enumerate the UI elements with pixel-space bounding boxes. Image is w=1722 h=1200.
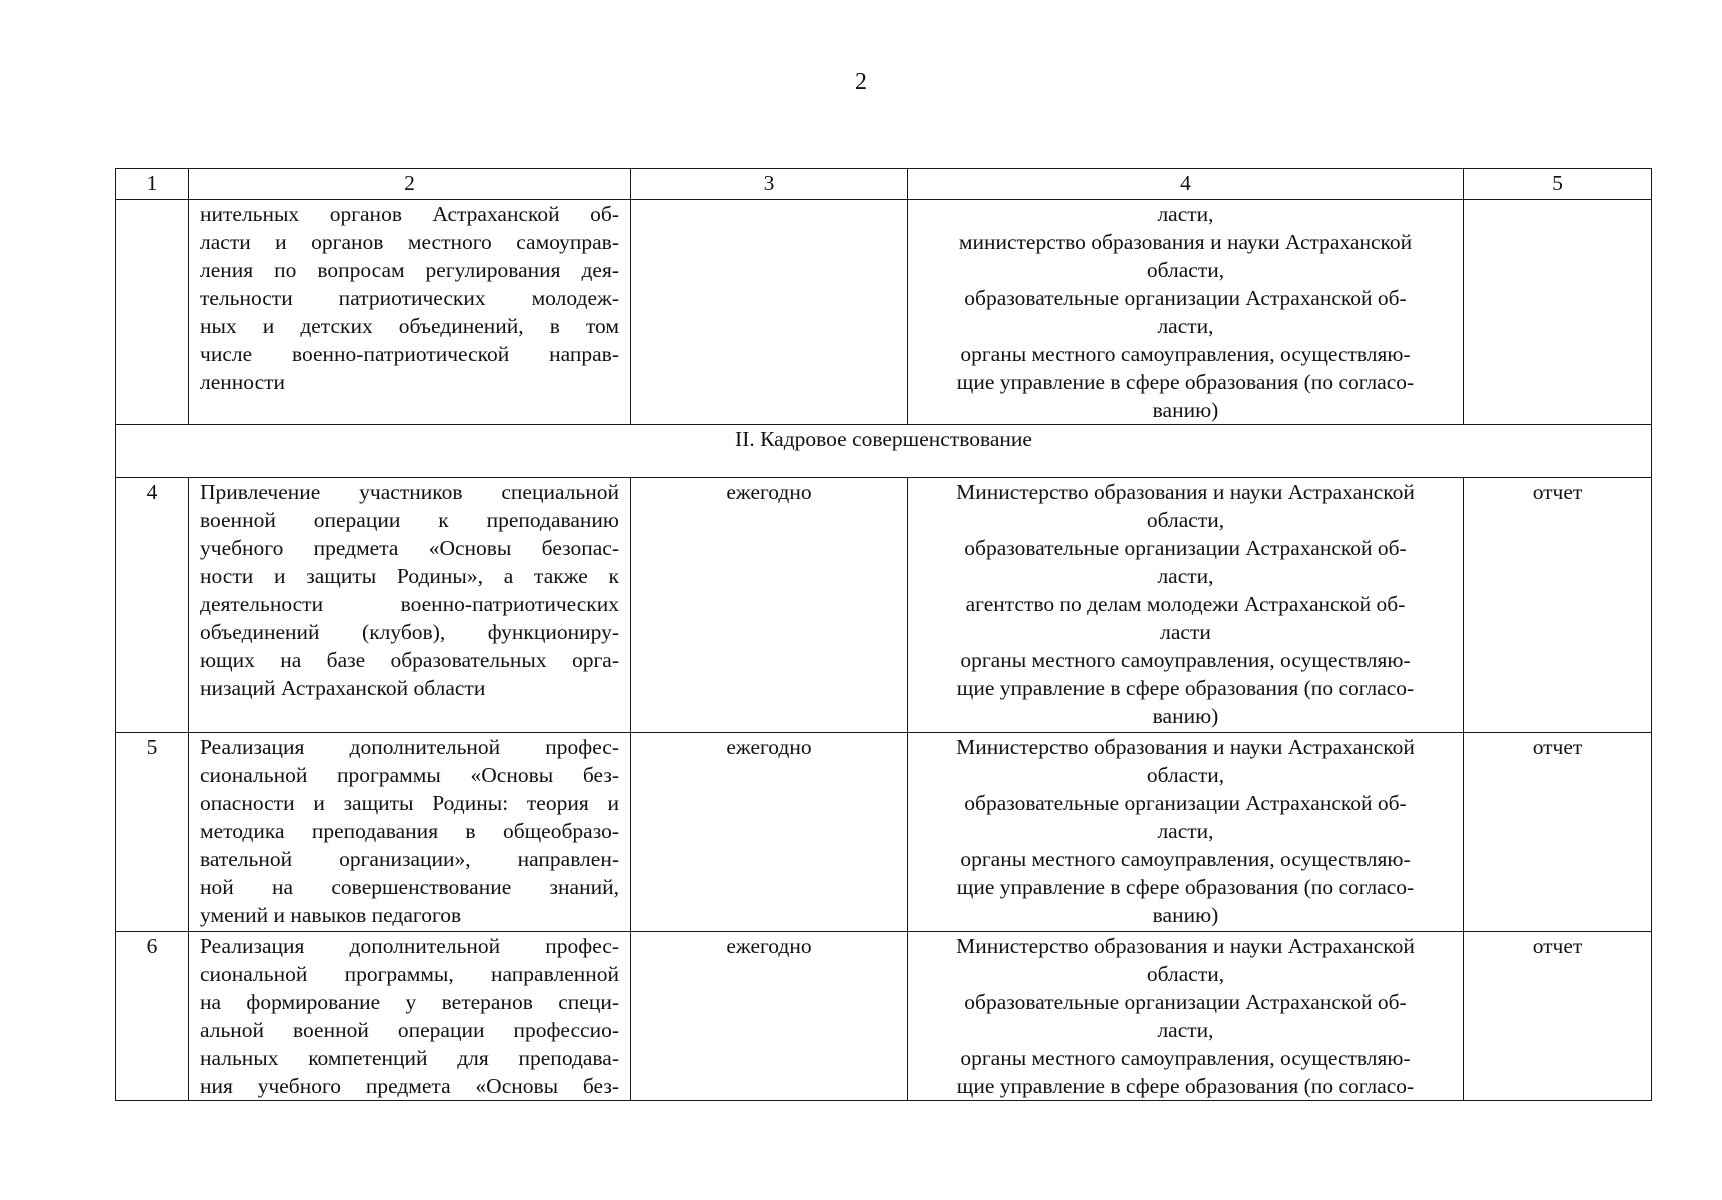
executors-cell: [908, 932, 1464, 1101]
activity-line: ющих на базе образовательных орга-: [200, 648, 619, 672]
activity-line: низаций Астраханской области: [200, 676, 486, 700]
executors-cell: [908, 200, 1464, 425]
executors-line: щие управление в сфере образования (по согласо-: [956, 370, 1415, 394]
executors-line: ласти,: [1157, 819, 1214, 843]
executors-line: щие управление в сфере образования (по согласо-: [956, 676, 1415, 700]
executors-line: ласти,: [1157, 202, 1214, 226]
executors-line: области,: [1146, 258, 1225, 282]
activity-line: числе военно-патриотической направ-: [200, 342, 619, 366]
header-cell-2: 2: [189, 169, 631, 200]
activity-line: вательной организации», направлен-: [200, 847, 619, 871]
activity-line: Реализация дополнительной профес-: [200, 735, 619, 759]
executors-line: ванию): [1152, 903, 1219, 927]
executors-line: образовательные организации Астраханской об-: [964, 990, 1407, 1014]
executors-line: Министерство образования и науки Астраханской: [956, 480, 1415, 504]
activity-line: объединений (клубов), функциониру-: [200, 620, 619, 644]
activity-cell: [189, 200, 631, 425]
executors-line: области,: [1146, 508, 1225, 532]
term-cell: [631, 200, 908, 425]
executors-cell: [908, 478, 1464, 733]
executors-line: органы местного самоуправления, осуществляю-: [960, 342, 1411, 366]
executors-line: ванию): [1152, 704, 1219, 728]
executors-line: органы местного самоуправления, осуществляю-: [960, 847, 1411, 871]
activity-line: ния учебного предмета «Основы без-: [200, 1074, 619, 1098]
activity-line: на формирование у ветеранов специ-: [200, 990, 619, 1014]
activity-line: методика преподавания в общеобразо-: [200, 819, 619, 843]
header-cell-5: 5: [1464, 169, 1652, 200]
executors-line: образовательные организации Астраханской об-: [964, 536, 1407, 560]
term-cell: ежегодно: [631, 932, 908, 1101]
term-cell: ежегодно: [631, 733, 908, 932]
executors-line: ласти,: [1157, 564, 1214, 588]
activity-cell: [189, 478, 631, 733]
executors-line: области,: [1146, 763, 1225, 787]
term-cell: ежегодно: [631, 478, 908, 733]
row-number: 6: [116, 932, 189, 1101]
activity-line: Реализация дополнительной профес-: [200, 934, 619, 958]
activity-line: военной операции к преподаванию: [200, 508, 619, 532]
header-cell-3: 3: [631, 169, 908, 200]
activity-line: нительных органов Астраханской об-: [200, 202, 619, 226]
section-title: II. Кадровое совершенствование: [116, 425, 1652, 478]
activity-line: альной военной операции профессио-: [200, 1018, 619, 1042]
table-row-continuation: [116, 200, 1652, 425]
executors-line: образовательные организации Астраханской об-: [964, 286, 1407, 310]
header-cell-1: 1: [116, 169, 189, 200]
row-number: 4: [116, 478, 189, 733]
activity-line: нальных компетенций для преподава-: [200, 1046, 619, 1070]
executors-line: ласти,: [1157, 314, 1214, 338]
activity-line: ных и детских объединений, в том: [200, 314, 619, 338]
executors-line: Министерство образования и науки Астраханской: [956, 735, 1415, 759]
executors-line: органы местного самоуправления, осуществляю-: [960, 648, 1411, 672]
activity-line: ления по вопросам регулирования дея-: [200, 258, 619, 282]
row-number: [116, 200, 189, 425]
result-cell: отчет: [1464, 478, 1652, 733]
table-row: [116, 478, 1652, 733]
activity-line: умений и навыков педагогов: [200, 903, 462, 927]
activity-line: ленности: [200, 370, 286, 394]
activity-line: ности и защиты Родины», а также к: [200, 564, 619, 588]
activity-line: тельности патриотических молодеж-: [200, 286, 619, 310]
result-cell: отчет: [1464, 733, 1652, 932]
executors-line: ванию): [1152, 398, 1219, 422]
page-number: 2: [855, 69, 867, 95]
executors-line: щие управление в сфере образования (по согласо-: [956, 1074, 1415, 1098]
activity-line: ласти и органов местного самоуправ-: [200, 230, 619, 254]
activity-line: сиональной программы «Основы без-: [200, 763, 619, 787]
section-row: [116, 425, 1652, 478]
activity-cell: [189, 733, 631, 932]
executors-line: органы местного самоуправления, осуществляю-: [960, 1046, 1411, 1070]
plan-table: [115, 168, 1652, 1101]
row-number: 5: [116, 733, 189, 932]
result-cell: отчет: [1464, 932, 1652, 1101]
executors-line: ласти: [1160, 620, 1211, 644]
executors-line: Министерство образования и науки Астраханской: [956, 934, 1415, 958]
activity-line: учебного предмета «Основы безопас-: [200, 536, 619, 560]
executors-line: щие управление в сфере образования (по согласо-: [956, 875, 1415, 899]
activity-line: Привлечение участников специальной: [200, 480, 619, 504]
executors-line: министерство образования и науки Астраханской: [958, 230, 1413, 254]
activity-line: деятельности военно-патриотических: [200, 592, 619, 616]
table-row: [116, 932, 1652, 1101]
executors-line: области,: [1146, 962, 1225, 986]
activity-cell: [189, 932, 631, 1101]
header-cell-4: 4: [908, 169, 1464, 200]
executors-line: агентство по делам молодежи Астраханской об-: [965, 592, 1406, 616]
table-row: [116, 733, 1652, 932]
executors-line: ласти,: [1157, 1018, 1214, 1042]
table-header-row: [116, 169, 1652, 200]
executors-cell: [908, 733, 1464, 932]
activity-line: ной на совершенствование знаний,: [200, 875, 619, 899]
executors-line: образовательные организации Астраханской об-: [964, 791, 1407, 815]
activity-line: сиональной программы, направленной: [200, 962, 619, 986]
activity-line: опасности и защиты Родины: теория и: [200, 791, 619, 815]
result-cell: [1464, 200, 1652, 425]
